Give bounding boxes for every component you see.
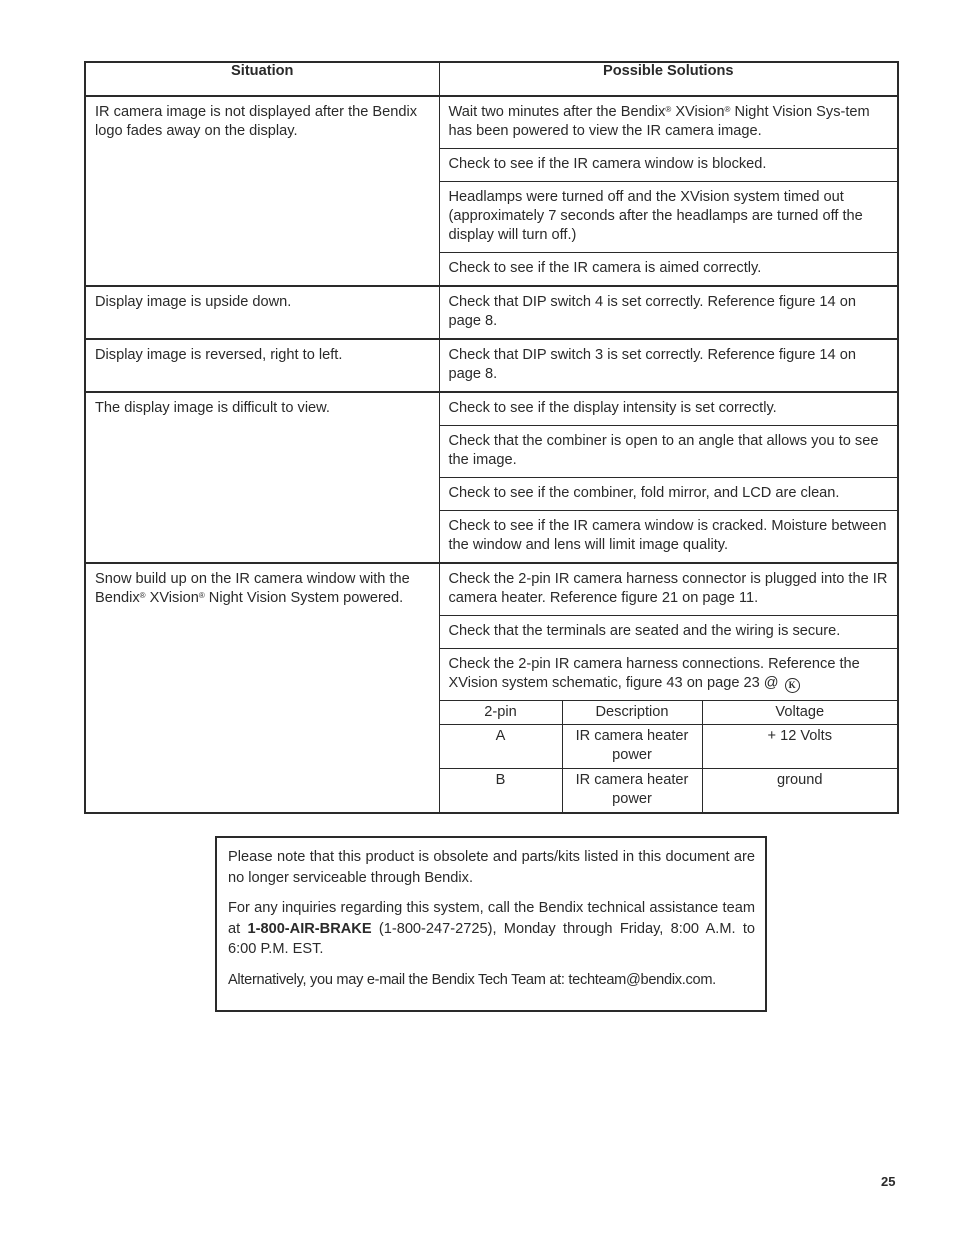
solution-cell: Check the 2-pin IR camera harness connector is plugged into the IR camera heater. Reference figure 21 on page 11.: [439, 563, 898, 616]
solution-cell: Check that DIP switch 3 is set correctly. Reference figure 14 on page 8.: [439, 339, 898, 392]
pin-header: 2-pin: [439, 701, 562, 725]
troubleshooting-table: [84, 61, 899, 814]
situation-cell: Display image is upside down.: [85, 286, 439, 339]
pin-cell: IR camera heater power: [562, 725, 702, 769]
table-row: [85, 286, 898, 339]
situation-cell: Snow build up on the IR camera window with the Bendix® XVision® Night Vision System powered.: [85, 563, 439, 813]
notice-paragraph: Alternatively, you may e-mail the Bendix Tech Team at: techteam@bendix.com.: [228, 971, 716, 988]
notice-paragraph: For any inquiries regarding this system, call the Bendix technical assistance team at 1-800-AIR-BRAKE (1-800-247-2725), Monday through Friday, 8:00 A.M. to 6:00 P.M. EST.: [228, 900, 756, 957]
phone-number: 1-800-AIR-BRAKE: [247, 920, 372, 937]
k-circle-icon: K: [785, 678, 800, 693]
table-row: [85, 563, 898, 616]
pin-header: Voltage: [702, 701, 898, 725]
table-row: [85, 392, 898, 426]
pin-cell: B: [439, 769, 562, 814]
solution-cell: Check to see if the combiner, fold mirror, and LCD are clean.: [439, 478, 898, 511]
solution-cell: Check to see if the IR camera window is cracked. Moisture between the window and lens will limit image quality.: [439, 511, 898, 564]
solution-cell: Check the 2-pin IR camera harness connections. Reference the XVision system schematic, figure 43 on page 23 @ K: [439, 649, 898, 701]
pin-cell: ground: [702, 769, 898, 814]
solution-cell: Check that the combiner is open to an angle that allows you to see the image.: [439, 426, 898, 478]
obsolete-notice-box: [215, 836, 767, 1012]
pin-cell: A: [439, 725, 562, 769]
situation-cell: The display image is difficult to view.: [85, 392, 439, 563]
header-possible-solutions: Possible Solutions: [439, 62, 898, 96]
pin-cell: + 12 Volts: [702, 725, 898, 769]
solution-cell: Check to see if the IR camera window is blocked.: [439, 149, 898, 182]
solution-cell: Check to see if the IR camera is aimed correctly.: [439, 253, 898, 287]
solution-cell: Wait two minutes after the Bendix® XVision® Night Vision Sys-tem has been powered to view the IR camera image.: [439, 96, 898, 149]
table-row: [85, 339, 898, 392]
notice-paragraph: Please note that this product is obsolete and parts/kits listed in this document are no longer serviceable through Bendix.: [228, 849, 755, 886]
solution-cell: Check that the terminals are seated and the wiring is secure.: [439, 616, 898, 649]
table-row: [85, 96, 898, 149]
situation-cell: Display image is reversed, right to left.: [85, 339, 439, 392]
solution-cell: Check to see if the display intensity is set correctly.: [439, 392, 898, 426]
situation-cell: IR camera image is not displayed after the Bendix logo fades away on the display.: [85, 96, 439, 286]
page-number: 25: [881, 1174, 896, 1189]
header-situation: Situation: [85, 62, 439, 96]
solution-cell: Check that DIP switch 4 is set correctly. Reference figure 14 on page 8.: [439, 286, 898, 339]
pin-cell: IR camera heater power: [562, 769, 702, 814]
pin-header: Description: [562, 701, 702, 725]
solution-cell: Headlamps were turned off and the XVision system timed out (approximately 7 seconds after the headlamps are turned off the display will turn off.): [439, 182, 898, 253]
